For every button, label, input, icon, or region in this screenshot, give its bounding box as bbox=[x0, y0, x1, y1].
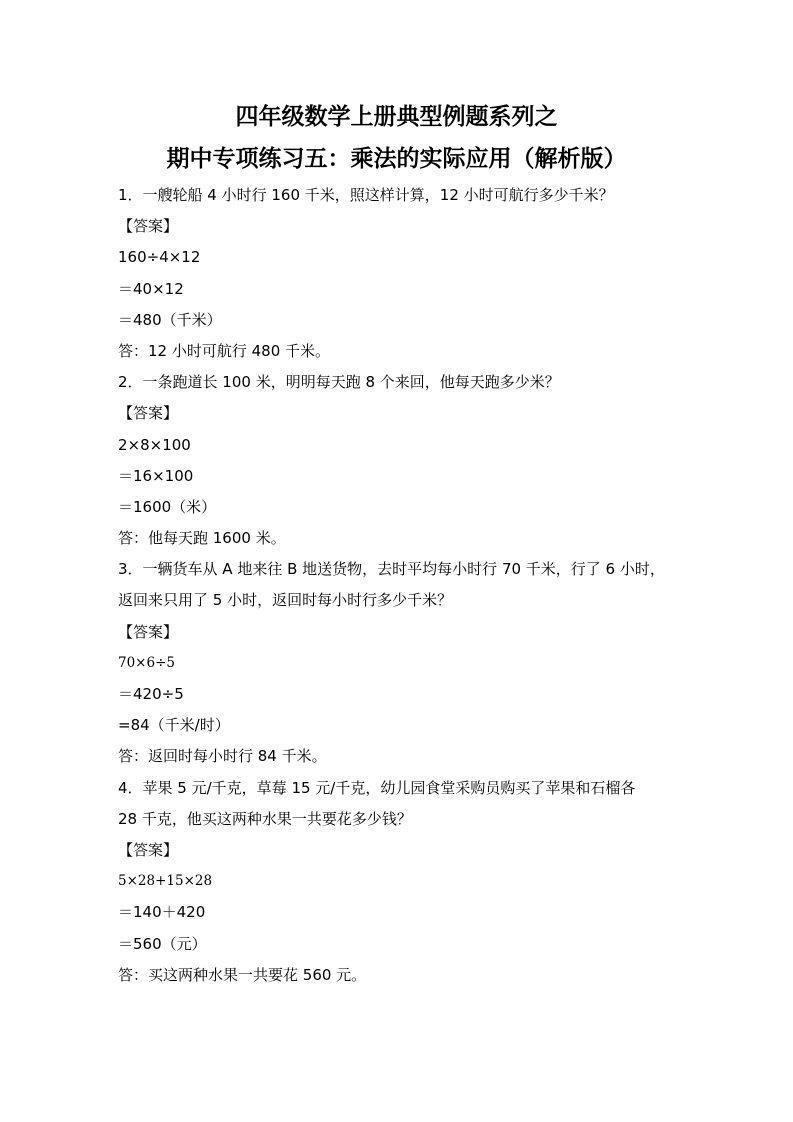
answer-heading: 【答案】 bbox=[118, 404, 179, 423]
question-3-continued: 返回来只用了 5 小时，返回时每小时行多少千米？ bbox=[118, 591, 453, 610]
solution-step: ＝16×100 bbox=[118, 466, 194, 485]
answer-sentence: 答：他每天跑 1600 米。 bbox=[118, 529, 286, 548]
solution-step: 160÷4×12 bbox=[118, 248, 201, 267]
solution-step: 2×8×100 bbox=[118, 435, 191, 454]
solution-step: ＝420÷5 bbox=[118, 685, 184, 703]
document-subtitle: 期中专项练习五：乘法的实际应用（解析版） bbox=[166, 146, 627, 172]
solution-step: ＝560（元） bbox=[118, 934, 207, 953]
solution-step: =84（千米/时） bbox=[118, 716, 230, 735]
solution-step: 5×28+15×28 bbox=[118, 873, 213, 890]
document-title: 四年级数学上册典型例题系列之 bbox=[235, 104, 558, 130]
question-3: 3．一辆货车从 A 地来往 B 地送货物，去时平均每小时行 70 千米，行了 6 小时， bbox=[118, 560, 665, 579]
answer-sentence: 答：买这两种水果一共要花 560 元。 bbox=[118, 965, 367, 984]
answer-heading: 【答案】 bbox=[118, 622, 179, 641]
solution-step: 70×6÷5 bbox=[118, 654, 175, 671]
solution-step: ＝1600（米） bbox=[118, 497, 217, 516]
answer-heading: 【答案】 bbox=[118, 840, 179, 859]
document-body bbox=[118, 180, 678, 991]
solution-step: ＝40×12 bbox=[118, 279, 184, 298]
answer-sentence: 答：返回时每小时行 84 千米。 bbox=[118, 747, 327, 766]
answer-sentence: 答：12 小时可航行 480 千米。 bbox=[118, 341, 331, 360]
question-4-continued: 28 千克，他买这两种水果一共要花多少钱？ bbox=[118, 809, 412, 828]
solution-step: ＝480（千米） bbox=[118, 310, 222, 329]
solution-step: ＝140＋420 bbox=[118, 903, 206, 922]
question-2: 2．一条跑道长 100 米，明明每天跑 8 个来回，他每天跑多少米？ bbox=[118, 373, 560, 392]
question-4: 4．苹果 5 元/千克，草莓 15 元/千克，幼儿园食堂采购员购买了苹果和石榴各 bbox=[118, 778, 636, 797]
question-1: 1．一艘轮船 4 小时行 160 千米，照这样计算，12 小时可航行多少千米？ bbox=[118, 186, 614, 204]
answer-heading: 【答案】 bbox=[118, 217, 179, 236]
